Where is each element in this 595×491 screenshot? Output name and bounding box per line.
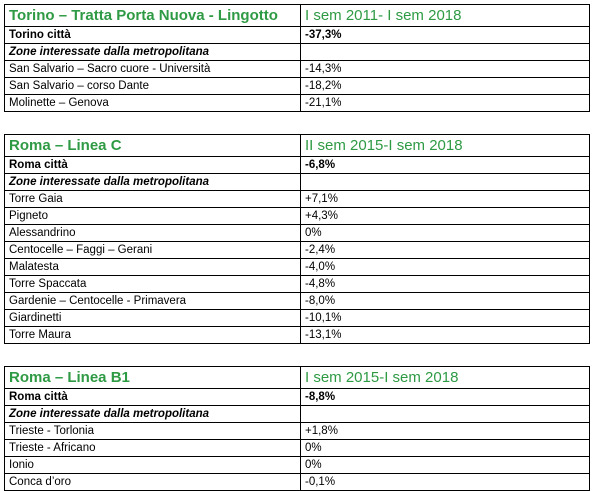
table-row bbox=[5, 242, 590, 259]
zone-name: Pigneto bbox=[5, 208, 301, 225]
document bbox=[4, 4, 589, 491]
table-row bbox=[5, 191, 590, 208]
table-row bbox=[5, 225, 590, 242]
zone-value: -4,8% bbox=[301, 276, 590, 293]
zones-subheader-row bbox=[5, 174, 590, 191]
empty-cell bbox=[301, 174, 590, 191]
zones-label: Zone interessate dalla metropolitana bbox=[5, 174, 301, 191]
table-row bbox=[5, 276, 590, 293]
table-row bbox=[5, 259, 590, 276]
table-row bbox=[5, 327, 590, 344]
city-total-row bbox=[5, 157, 590, 174]
zone-name: Conca d’oro bbox=[5, 474, 301, 491]
zones-subheader-row bbox=[5, 406, 590, 423]
empty-cell bbox=[301, 44, 590, 61]
price-change-table bbox=[4, 134, 590, 344]
zone-value: +7,1% bbox=[301, 191, 590, 208]
zone-value: -2,4% bbox=[301, 242, 590, 259]
zone-name: San Salvario – corso Dante bbox=[5, 78, 301, 95]
table-spacer bbox=[4, 112, 589, 134]
zone-value: -10,1% bbox=[301, 310, 590, 327]
table-row bbox=[5, 440, 590, 457]
table-header-row bbox=[5, 5, 590, 27]
table-row bbox=[5, 457, 590, 474]
city-value: -6,8% bbox=[301, 157, 590, 174]
table-spacer bbox=[4, 344, 589, 366]
zone-name: Giardinetti bbox=[5, 310, 301, 327]
zone-name: Trieste - Torlonia bbox=[5, 423, 301, 440]
table-row bbox=[5, 293, 590, 310]
empty-cell bbox=[301, 406, 590, 423]
zone-name: Alessandrino bbox=[5, 225, 301, 242]
table-header-row bbox=[5, 367, 590, 389]
zone-value: -14,3% bbox=[301, 61, 590, 78]
line-title: Roma – Linea B1 bbox=[5, 367, 301, 389]
zone-name: Centocelle – Faggi – Gerani bbox=[5, 242, 301, 259]
zones-label: Zone interessate dalla metropolitana bbox=[5, 406, 301, 423]
zone-value: -13,1% bbox=[301, 327, 590, 344]
zone-name: San Salvario – Sacro cuore - Università bbox=[5, 61, 301, 78]
table-row bbox=[5, 208, 590, 225]
zone-value: -18,2% bbox=[301, 78, 590, 95]
table-row bbox=[5, 474, 590, 491]
table-row bbox=[5, 78, 590, 95]
zones-subheader-row bbox=[5, 44, 590, 61]
table-header-row bbox=[5, 135, 590, 157]
zone-value: -4,0% bbox=[301, 259, 590, 276]
zone-value: +1,8% bbox=[301, 423, 590, 440]
zone-value: 0% bbox=[301, 457, 590, 474]
price-change-table bbox=[4, 4, 590, 112]
zone-value: 0% bbox=[301, 225, 590, 242]
city-value: -8,8% bbox=[301, 389, 590, 406]
period-label: I sem 2011- I sem 2018 bbox=[301, 5, 590, 27]
table-row bbox=[5, 95, 590, 112]
zone-name: Gardenie – Centocelle - Primavera bbox=[5, 293, 301, 310]
zone-name: Molinette – Genova bbox=[5, 95, 301, 112]
table-row bbox=[5, 423, 590, 440]
zone-value: 0% bbox=[301, 440, 590, 457]
price-change-table bbox=[4, 366, 590, 491]
period-label: II sem 2015-I sem 2018 bbox=[301, 135, 590, 157]
zone-value: -0,1% bbox=[301, 474, 590, 491]
zone-name: Torre Maura bbox=[5, 327, 301, 344]
zone-value: +4,3% bbox=[301, 208, 590, 225]
table-row bbox=[5, 310, 590, 327]
zone-name: Torre Gaia bbox=[5, 191, 301, 208]
line-title: Roma – Linea C bbox=[5, 135, 301, 157]
zone-value: -8,0% bbox=[301, 293, 590, 310]
period-label: I sem 2015-I sem 2018 bbox=[301, 367, 590, 389]
line-title: Torino – Tratta Porta Nuova - Lingotto bbox=[5, 5, 301, 27]
zone-value: -21,1% bbox=[301, 95, 590, 112]
zones-label: Zone interessate dalla metropolitana bbox=[5, 44, 301, 61]
zone-name: Torre Spaccata bbox=[5, 276, 301, 293]
city-total-row bbox=[5, 389, 590, 406]
table-row bbox=[5, 61, 590, 78]
zone-name: Malatesta bbox=[5, 259, 301, 276]
zone-name: Trieste - Africano bbox=[5, 440, 301, 457]
zone-name: Ionio bbox=[5, 457, 301, 474]
city-value: -37,3% bbox=[301, 27, 590, 44]
city-label: Roma città bbox=[5, 157, 301, 174]
city-total-row bbox=[5, 27, 590, 44]
city-label: Torino città bbox=[5, 27, 301, 44]
city-label: Roma città bbox=[5, 389, 301, 406]
